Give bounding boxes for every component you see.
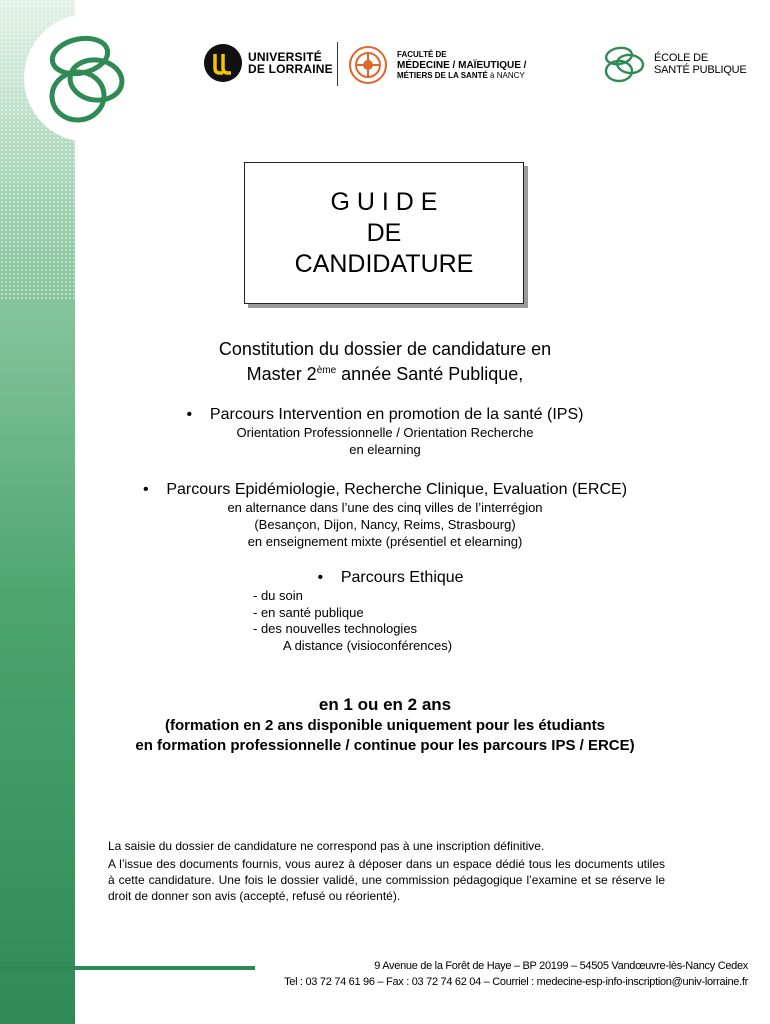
bullet-icon: •: [142, 481, 167, 498]
faculte-medecine-logo: [347, 44, 526, 86]
title-line1: G U I D E: [330, 187, 438, 216]
ul-monogram-icon: [204, 44, 242, 82]
parcours-ethique-list: [253, 588, 452, 654]
parcours-ethique-title: Parcours Ethique: [340, 569, 464, 586]
info-paragraph-2: A l’issue des documents fournis, vous aurez à déposer dans un espace dédié tous les documents utiles à cette candidature. Une fois le dossier validé, une commission pédagogique l’examine et se réserve le droit de donner son avis (accepté, refusé ou réorienté).: [108, 857, 665, 903]
fac-line3-suffix: à NANCY: [487, 70, 525, 80]
subtitle-line2-post: année Santé Publique,: [336, 364, 524, 384]
fac-line2: MÉDECINE / MAÏEUTIQUE /: [397, 59, 527, 71]
guide-title-box: [244, 162, 524, 304]
ethique-item1: - du soin: [253, 588, 303, 603]
ul-line1: UNIVERSITÉ: [248, 50, 323, 64]
parcours-ips: [75, 405, 695, 458]
footer-address: 9 Avenue de la Forêt de Haye – BP 20199 – 54505 Vandœuvre-lès-Nancy Cedex: [374, 960, 748, 972]
parcours-erce-title-row: [75, 480, 695, 499]
subtitle-sup: ème: [316, 365, 337, 376]
title-line2: DE: [366, 218, 402, 247]
bullet-icon: •: [186, 406, 210, 423]
duration-note: [40, 716, 730, 756]
fac-line1: FACULTÉ DE: [397, 49, 447, 59]
universite-lorraine-logo: [204, 44, 333, 82]
fac-line3: MÉTIERS DE LA SANTÉ: [397, 70, 488, 80]
subtitle-line2-pre: Master 2: [246, 364, 317, 384]
parcours-ips-line1: Orientation Professionnelle / Orientation Recherche: [236, 425, 534, 440]
duration-note2: en formation professionnelle / continue pour les parcours IPS / ERCE): [135, 737, 635, 754]
fac-line3-wrap: [397, 71, 526, 81]
bullet-icon: •: [317, 569, 341, 586]
esp-line1: ÉCOLE DE: [654, 52, 709, 64]
header-logos: [0, 40, 770, 90]
parcours-ips-title: Parcours Intervention en promotion de la santé (IPS): [209, 406, 584, 423]
esp-small-rings-icon: [602, 44, 648, 84]
info-paragraph-1: La saisie du dossier de candidature ne correspond pas à une inscription définitive.: [108, 839, 545, 853]
duration-main: en 1 ou en 2 ans: [318, 695, 452, 714]
title-line3: CANDIDATURE: [294, 249, 474, 278]
ethique-item2: - en santé publique: [253, 604, 364, 620]
parcours-ethique-title-row: [75, 568, 695, 587]
ecole-text: [654, 52, 747, 76]
duration-note1: (formation en 2 ans disponible uniquement pour les étudiants: [164, 717, 606, 734]
parcours-ips-title-row: [75, 405, 695, 424]
parcours-erce: [75, 480, 695, 550]
ethique-item3: - des nouvelles technologies: [253, 621, 418, 636]
ecole-sante-publique-logo: [602, 44, 747, 84]
universite-lorraine-text: [248, 51, 333, 75]
parcours-erce-line1: en alternance dans l’une des cinq villes de l’interrégion: [227, 500, 543, 515]
parcours-erce-line2: (Besançon, Dijon, Nancy, Reims, Strasbourg): [254, 517, 516, 532]
parcours-ethique: [75, 568, 695, 587]
parcours-erce-title: Parcours Epidémiologie, Recherche Clinique, Evaluation (ERCE): [166, 481, 628, 498]
ul-line2: DE LORRAINE: [248, 62, 333, 76]
parcours-erce-line3: en enseignement mixte (présentiel et elearning): [247, 534, 523, 549]
logo-separator: [337, 42, 338, 86]
faculte-text: [397, 50, 526, 81]
esp-line2: SANTÉ PUBLIQUE: [654, 64, 747, 76]
parcours-ips-line2: en elearning: [349, 442, 421, 457]
subtitle: [75, 339, 695, 385]
ethique-item4: A distance (visioconférences): [283, 637, 453, 653]
subtitle-line2: [75, 360, 695, 385]
subtitle-line1: Constitution du dossier de candidature en: [218, 339, 552, 359]
faculty-emblem-icon: [347, 44, 389, 86]
footer-contact: Tel : 03 72 74 61 96 – Fax : 03 72 74 62 04 – Courriel : medecine-esp-info-inscription@univ-lorraine.fr: [284, 976, 748, 988]
